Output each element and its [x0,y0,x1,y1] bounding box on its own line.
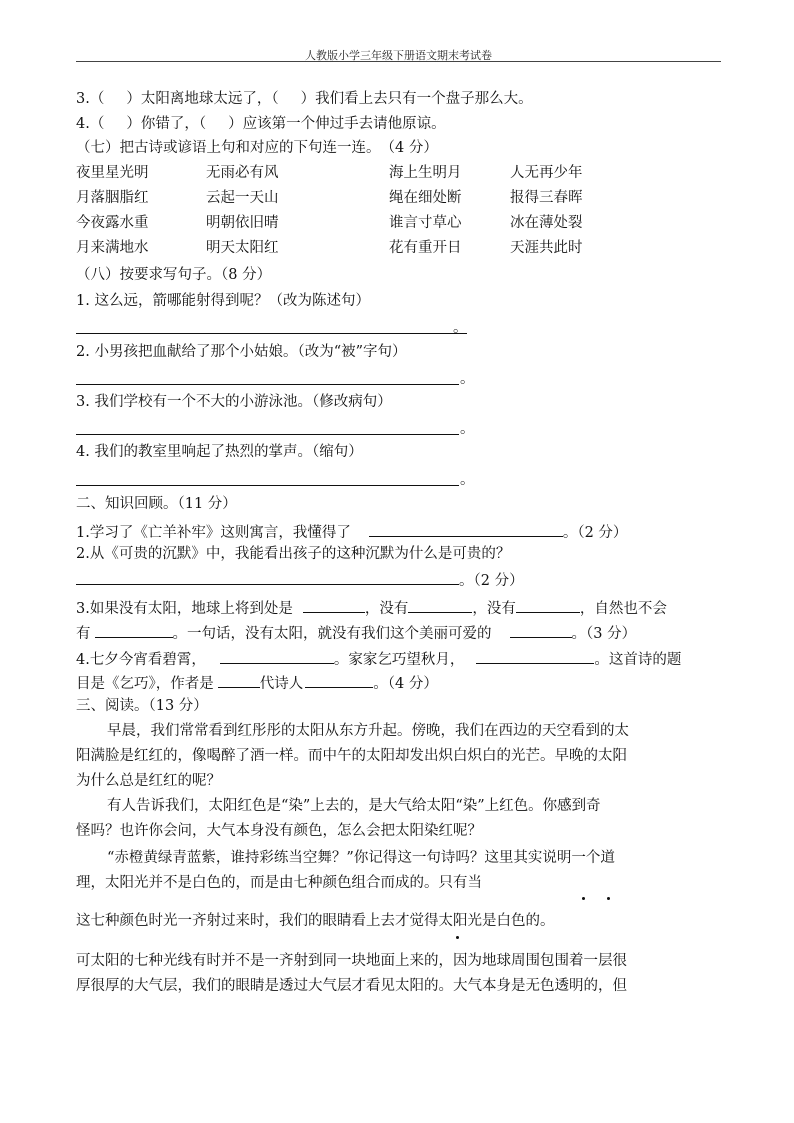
match-col4-item: 天涯共此时 [510,240,583,256]
answer-blank[interactable] [305,671,373,688]
q3-part-c: ）我们看上去只有一个盘子那么大。 [300,91,533,107]
review-question-3-line1 [76,596,667,619]
answer-blank[interactable] [369,520,563,537]
review-q4-text-a: 4.七夕今宵看碧霄， [76,652,206,668]
answer-period: 。 [460,472,475,488]
match-col3-item: 绳在细处断 [389,190,462,206]
part-3-title: 三、阅读。（13 分） [76,698,208,714]
answer-blank[interactable] [408,596,472,613]
review-question-4-line2 [76,671,438,694]
header-rule [76,61,721,62]
answer-blank[interactable] [220,647,334,664]
match-col4-item: 报得三春晖 [510,190,583,206]
answer-line[interactable] [76,333,467,334]
review-question-4-line1 [76,647,681,670]
review-q4-text-c: 。这首诗的题 [594,652,682,668]
reading-line: 厚很厚的大气层，我们的眼睛是透过大气层才看见太阳的。大气本身是无色透明的，但 [76,978,627,994]
review-q2-end: 。（2 分） [459,573,524,589]
match-col3-item: 海上生明月 [389,165,462,181]
emphasis-dot [607,897,610,900]
answer-blank[interactable] [516,596,580,613]
answer-blank[interactable] [303,596,365,613]
q3-part-b: ）太阳离地球太远了，（ [126,91,279,107]
match-col1-item: 夜里星光明 [76,165,149,181]
review-q3-text-d: ，自然也不会 [579,601,667,617]
match-col2-item: 明朝依旧晴 [206,215,279,231]
page-header: 人教版小学三年级下册语文期末考试卷 [305,49,492,62]
section-7-title: （七）把古诗或谚语上句和对应的下句连一连。 （4 分） [76,140,438,156]
sentence-task: 1. 这么远，箭哪能射得到呢？（改为陈述句） [76,293,370,309]
answer-blank[interactable] [95,621,173,638]
match-col4-item: 冰在薄处裂 [510,215,583,231]
reading-line: 阳满脸是红红的，像喝醉了酒一样。而中午的太阳却发出炽白炽白的光芒。早晚的太阳 [76,748,627,764]
question-3-line [76,89,533,109]
q3-part-a: 3.（ [76,91,105,107]
answer-line[interactable] [76,384,459,385]
match-col4-item: 人无再少年 [510,165,583,181]
reading-line: 怪吗？也许你会问，大气本身没有颜色，怎么会把太阳染红呢？ [76,823,482,839]
review-q3-text-g: 。（3 分） [571,626,637,642]
match-col3-item: 花有重开日 [389,240,462,256]
answer-line[interactable] [76,485,459,486]
review-question-2: 2.从《可贵的沉默》中，我能看出孩子的这种沉默为什么是可贵的？ [76,546,511,562]
part-2-title: 二、知识回顾。（11 分） [76,496,237,512]
answer-blank[interactable] [510,621,572,638]
reading-line: 可太阳的七种光线有时并不是一齐射到同一块地面上来的，因为地球周围包围着一层很 [76,953,627,969]
review-q4-text-f: 。（4 分） [373,676,438,692]
review-q3-text-c: ，没有 [472,601,516,617]
answer-period: 。 [460,371,475,387]
q4-part-b: ）你错了，（ [126,116,207,132]
reading-line: 为什么总是红红的呢？ [76,773,221,789]
emphasis-dot [456,936,459,939]
answer-line[interactable] [76,434,459,435]
match-col2-item: 云起一天山 [206,190,279,206]
review-q3-text-e: 有 [76,626,91,642]
reading-line: “赤橙黄绿青蓝紫，谁持彩练当空舞？”你记得这一句诗吗？这里其实说明一个道 [107,850,615,866]
q4-part-c: ）应该第一个伸过手去请他原谅。 [228,116,446,132]
sentence-task: 2. 小男孩把血献给了那个小姑娘。（改为“被”字句） [76,344,407,360]
review-q4-text-e: 代诗人 [259,676,304,692]
review-q3-text-f: 。一句话，没有太阳，就没有我们这个美丽可爱的 [172,626,492,642]
review-q2-answer [76,568,524,591]
review-question-1 [76,520,627,543]
match-col1-item: 今夜露水重 [76,215,149,231]
match-col2-item: 明天太阳红 [206,240,279,256]
answer-blank[interactable] [76,568,459,585]
review-q3-text-a: 3.如果没有太阳，地球上将到处是 [76,601,293,617]
answer-blank[interactable] [218,671,260,688]
review-q1-text: 1.学习了《亡羊补牢》这则寓言，我懂得了 [76,525,351,541]
section-8-title: （八）按要求写句子。（8 分） [76,267,272,283]
match-col3-item: 谁言寸草心 [389,215,462,231]
review-q1-end: 。（2 分） [562,525,628,541]
emphasis-dot [582,897,585,900]
answer-period: 。 [453,320,468,336]
sentence-task: 3. 我们学校有一个不大的小游泳池。（修改病句） [76,394,392,410]
reading-line: 早晨，我们常常看到红彤彤的太阳从东方升起。傍晚，我们在西边的天空看到的太 [107,723,629,739]
q4-part-a: 4.（ [76,116,105,132]
match-col1-item: 月来满地水 [76,240,149,256]
reading-line: 有人告诉我们，太阳红色是“染”上去的，是大气给太阳“染”上红色。你感到奇 [107,798,601,814]
review-question-3-line2 [76,621,636,644]
reading-line: 这七种颜色时光一齐射过来时，我们的眼睛看上去才觉得太阳光是白色的。 [76,913,555,929]
review-q3-text-b: ，没有 [364,601,409,617]
answer-blank[interactable] [476,647,594,664]
reading-line: 理，太阳光并不是白色的，而是由七种颜色组合而成的。只有当 [76,875,482,891]
sentence-task: 4. 我们的教室里响起了热烈的掌声。（缩句） [76,444,363,460]
answer-period: 。 [460,421,475,437]
review-q4-text-b: 。家家乞巧望秋月， [333,652,465,668]
question-4-line [76,114,446,134]
review-q4-text-d: 目是《乞巧》，作者是 [76,676,214,692]
match-col2-item: 无雨必有风 [206,165,279,181]
match-col1-item: 月落胭脂红 [76,190,149,206]
